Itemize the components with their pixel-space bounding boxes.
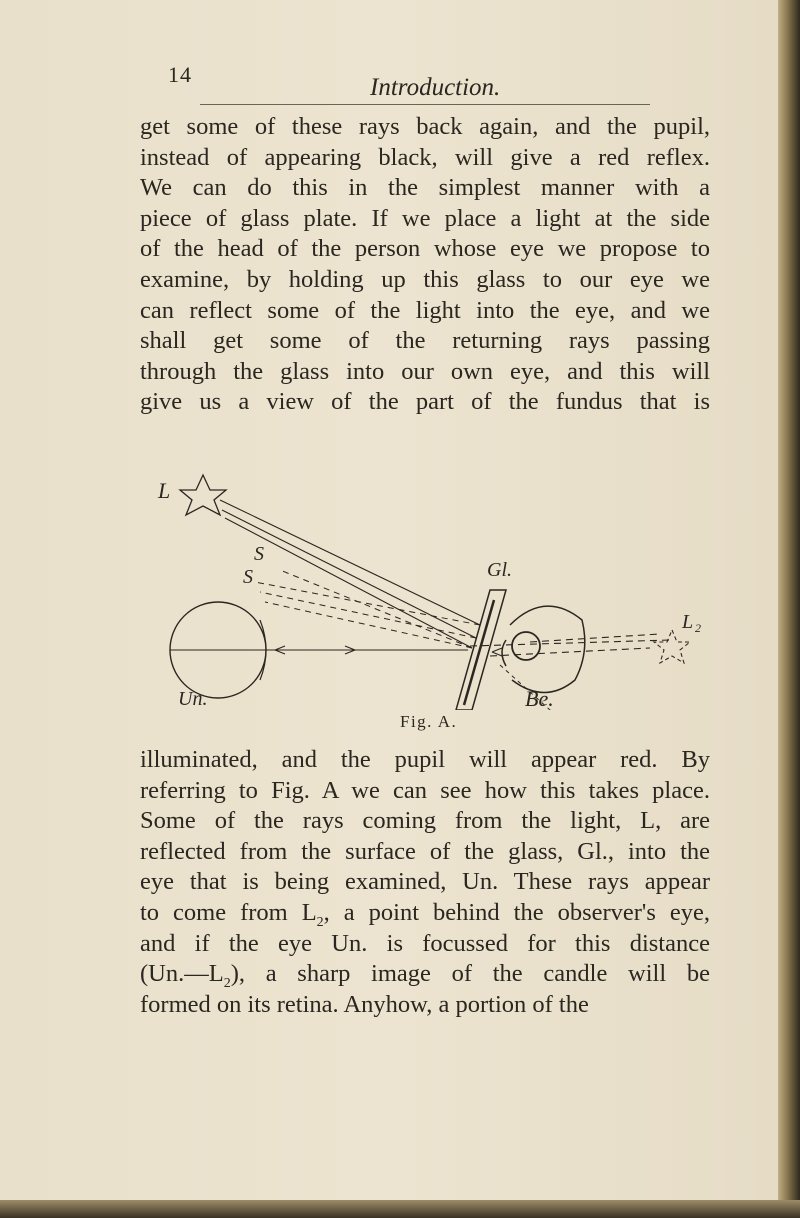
text-line: reflected from the surface of the glass, Gl., into the: [140, 837, 710, 865]
text-line: and if the eye Un. is focussed for this distance: [140, 929, 710, 957]
text-line: through the glass into our own eye, and this will: [140, 357, 710, 385]
text-line: can reflect some of the light into the eye, and we: [140, 296, 710, 324]
light-star-icon: [180, 475, 226, 515]
text-line: give us a view of the part of the fundus that is: [140, 388, 710, 416]
text-line: illuminated, and the pupil will appear red. By: [140, 746, 710, 773]
text-fragment: (Un.—L: [140, 960, 224, 988]
label-s-lower: S: [243, 566, 253, 588]
text-line: shall get some of the returning rays passing: [140, 327, 710, 355]
text-fragment: , a point behind the observer's eye,: [323, 898, 710, 926]
label-s-upper: S: [254, 543, 264, 565]
observer-eye-icon: [510, 606, 585, 692]
text-line: Some of the rays coming from the light, L, are: [140, 807, 710, 835]
label-light: L: [158, 478, 171, 503]
text-line: [140, 898, 710, 929]
text-fragment: ), a sharp image of the candle will be: [230, 960, 710, 988]
label-observer-eye: Be.: [525, 686, 554, 710]
text-line: referring to Fig. A we can see how this takes place.: [140, 776, 710, 804]
text-line: formed on its retina. Anyhow, a portion of the: [140, 990, 589, 1018]
label-examined-eye: Un.: [178, 688, 208, 710]
label-l2: L: [682, 611, 694, 633]
virtual-light-icon: [654, 630, 690, 663]
page-number: 14: [168, 62, 192, 87]
label-l2-sub: 2: [695, 621, 701, 635]
book-spine-edge: [778, 0, 800, 1218]
text-line: [140, 959, 710, 990]
text-line: piece of glass plate. If we place a light at the side: [140, 204, 710, 232]
text-line: get some of these rays back again, and the pupil,: [140, 113, 710, 140]
text-line: examine, by holding up this glass to our eye we: [140, 265, 710, 293]
text-line: eye that is being examined, Un. These rays appear: [140, 868, 710, 896]
book-bottom-edge: [0, 1200, 800, 1218]
text-line: of the head of the person whose eye we propose to: [140, 235, 710, 263]
running-title: Introduction.: [370, 74, 501, 101]
text-line: instead of appearing black, will give a red reflex.: [140, 143, 710, 171]
figure-caption: Fig. A.: [400, 712, 458, 731]
subscript: 2: [316, 914, 324, 930]
subscript: 2: [223, 976, 231, 992]
header-rule: [200, 104, 650, 105]
paragraph-1: [140, 112, 710, 418]
paragraph-2: [140, 745, 710, 1020]
text-line: We can do this in the simplest manner with a: [140, 174, 710, 202]
label-glass: Gl.: [487, 559, 512, 581]
text-fragment: to come from L: [140, 898, 317, 926]
ophthalmoscope-figure: [150, 470, 710, 710]
